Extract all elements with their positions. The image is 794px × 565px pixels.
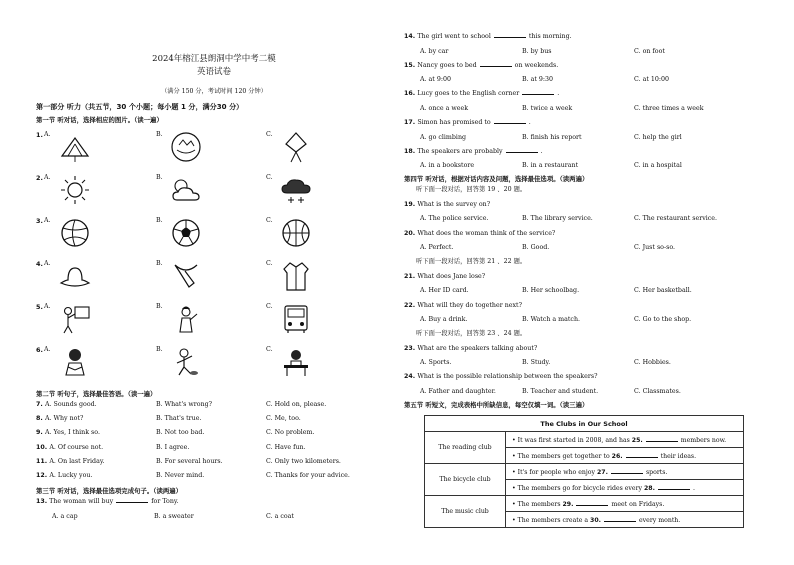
picture-questions (36, 128, 392, 386)
line-text-end: their ideas. (660, 453, 697, 461)
question-number: 9. (36, 429, 45, 437)
option-c[interactable]: C. Thanks for your advice. (266, 471, 350, 479)
question-number: 6. (36, 346, 43, 354)
option-a[interactable]: 9. A. Yes, I think so. (36, 429, 100, 437)
picture-question-5 (36, 300, 392, 343)
line-text: The members create a (517, 517, 591, 525)
coat-icon[interactable] (279, 259, 313, 293)
option-c[interactable]: C. three times a week (634, 104, 704, 112)
option-letter[interactable]: B. (156, 131, 163, 138)
line-text-end: members now. (680, 437, 727, 445)
question-text: What does the woman think of the service? (417, 229, 556, 237)
left-column (36, 54, 392, 524)
option-a[interactable]: A. once a week (420, 104, 469, 112)
question-number: 2. (36, 174, 43, 182)
soccer-ball-icon[interactable] (169, 216, 203, 250)
option-b[interactable]: B. Her schoolbag. (522, 287, 580, 295)
option-a[interactable]: A. go climbing (420, 133, 467, 141)
option-a[interactable]: A. by car (420, 47, 449, 55)
question-number: 3. (36, 217, 43, 225)
answer-blank[interactable] (494, 31, 526, 38)
option-b[interactable]: B. For several hours. (156, 457, 223, 465)
exam-note: （满分 150 分，考试时间 120 分钟） (161, 88, 267, 95)
boat-plate-icon[interactable] (169, 130, 203, 164)
question-number: 4. (36, 260, 43, 268)
question-number: 14. (404, 33, 418, 40)
option-letter[interactable]: C. (266, 346, 273, 353)
clubs-table (424, 415, 744, 528)
answer-blank[interactable] (506, 146, 538, 153)
part1-heading: 第一部分 听力（共五节，30 个小题；每小题 1 分，满分30 分） (36, 102, 244, 111)
picture-question-6 (36, 343, 392, 386)
fan-icon[interactable] (58, 130, 92, 164)
question-text: What are the speakers talking about? (417, 344, 538, 352)
table-line (506, 448, 744, 464)
option-b[interactable]: B. The library service. (522, 215, 593, 223)
bullet-icon: • (512, 469, 518, 477)
club-name: The reading club (425, 432, 506, 464)
option-letter[interactable]: A. (44, 174, 51, 181)
bullet-icon: • (512, 485, 518, 493)
question-17 (404, 116, 758, 131)
options-row (404, 385, 758, 399)
question-text-end: on weekends. (514, 61, 559, 69)
option-c[interactable]: C. No problem. (266, 429, 315, 437)
blank-number: 28. (644, 485, 655, 493)
question-number: 23. (404, 344, 418, 352)
line-text: The members (517, 501, 563, 509)
option-c[interactable]: C. Only two kilometers. (266, 457, 341, 465)
question-number: 8. (36, 415, 45, 423)
option-letter[interactable]: A. (44, 131, 51, 138)
answer-blank[interactable] (480, 60, 512, 67)
option-c[interactable]: C. Have fun. (266, 443, 306, 451)
option-letter[interactable]: B. (156, 260, 163, 267)
blank-number: 29. (562, 501, 574, 509)
option-c[interactable]: C. Classmates. (634, 387, 681, 395)
answer-blank[interactable] (626, 451, 658, 458)
answer-blank[interactable] (658, 483, 690, 490)
question-text: The girl went to school (417, 33, 491, 40)
option-a[interactable]: A. Perfect. (420, 244, 454, 252)
option-c[interactable]: C. Hold on, please. (266, 401, 327, 408)
picture-question-1 (36, 128, 392, 171)
answer-blank[interactable] (494, 117, 526, 124)
option-letter[interactable]: B. (156, 346, 163, 353)
bullet-icon: • (512, 517, 518, 525)
option-a[interactable]: 12. A. Lucky you. (36, 471, 93, 479)
question-number: 15. (404, 61, 418, 69)
option-letter[interactable]: C. (266, 303, 273, 310)
option-letter[interactable]: C. (266, 260, 273, 267)
club-name: The bicycle club (425, 464, 506, 496)
option-b[interactable]: B. a sweater (154, 512, 194, 520)
question-14 (404, 30, 758, 45)
option-b[interactable]: B. That's true. (156, 415, 202, 423)
option-c[interactable]: C. Just so-so. (634, 244, 676, 252)
exam-subtitle: 英语试卷 (196, 67, 231, 77)
table-line (506, 496, 744, 512)
options-row (404, 284, 758, 298)
basketball-icon[interactable] (279, 216, 313, 250)
dialogue-intro: 听下面一段对话，回答第 21 、22 题。 (416, 258, 527, 266)
table-line (506, 432, 744, 448)
line-text-end: every month. (639, 517, 681, 525)
question-text: Nancy goes to bed (417, 61, 477, 69)
question-13 (36, 495, 392, 510)
section4-heading: 第四节 听对话，根据对话内容及问题，选择最佳选项。（读两遍） (404, 175, 589, 184)
option-letter[interactable]: B. (156, 217, 163, 224)
question-number: 13. (36, 498, 48, 506)
question-24 (404, 370, 758, 385)
question-number: 10. (36, 443, 50, 451)
option-c[interactable]: C. in a hospital (634, 162, 682, 170)
question-row (36, 398, 392, 412)
section2-heading: 第二节 听句子，选择最佳答语。（读一遍） (36, 390, 157, 398)
question-number: 16. (404, 90, 418, 98)
question-number: 7. (36, 401, 45, 408)
sun-icon[interactable] (58, 173, 92, 207)
line-text: It was first started in 2008, and has (517, 437, 632, 445)
option-b[interactable]: B. Watch a match. (522, 316, 581, 323)
question-text-end: . (557, 90, 560, 98)
question-15 (404, 59, 758, 74)
question-number: 11. (36, 457, 50, 465)
snow-cloud-icon[interactable] (279, 173, 313, 207)
table-line (506, 464, 744, 480)
question-number: 12. (36, 471, 50, 479)
question-number: 21. (404, 272, 418, 280)
option-b[interactable]: B. What's wrong? (156, 401, 213, 408)
options-row (404, 102, 758, 116)
line-text-end: . (692, 485, 695, 493)
option-c[interactable]: C. Go to the shop. (634, 316, 692, 323)
section3-questions (404, 30, 758, 173)
question-number: 1. (36, 131, 43, 139)
dialogue-intro: 听下面一段对话，回答第 19 、20 题。 (416, 186, 527, 194)
option-a[interactable]: A. at 9:00 (420, 76, 451, 84)
option-b[interactable]: B. Never mind. (156, 471, 205, 479)
question-text: What does Jane lose? (417, 272, 486, 280)
blank-number: 25. (631, 437, 643, 445)
options-row (404, 45, 758, 59)
question-row (36, 455, 392, 469)
hat-icon[interactable] (58, 259, 92, 293)
scarf-icon[interactable] (169, 259, 203, 293)
section2-questions (36, 398, 392, 483)
option-c[interactable]: C. help the girl (634, 133, 682, 141)
option-c[interactable]: C. Me, too. (266, 415, 301, 423)
right-column (404, 30, 758, 528)
option-a[interactable]: A. The police service. (420, 215, 489, 223)
question-row (36, 441, 392, 455)
section3-heading: 第三节 听对话，选择最佳选项完成句子。（读两遍） (36, 487, 183, 496)
option-a[interactable]: 7. A. Sounds good. (36, 401, 97, 408)
dialogue-intro: 听下面一段对话，回答第 23 、24 题。 (416, 330, 527, 338)
option-a[interactable]: A. Father and daughter. (420, 387, 496, 395)
question-number: 18. (404, 147, 418, 155)
girl-reading-icon[interactable] (58, 345, 92, 379)
option-b[interactable]: B. twice a week (522, 104, 573, 112)
question-row (36, 412, 392, 426)
options-row (36, 510, 392, 524)
option-a[interactable]: A. Her ID card. (420, 287, 469, 295)
line-text-end: meet on Fridays. (611, 501, 665, 509)
option-b[interactable]: B. at 9:30 (522, 76, 554, 84)
blank-number: 26. (611, 453, 623, 461)
option-c[interactable]: C. Her basketball. (634, 287, 692, 295)
question-text: The speakers are probably (417, 147, 503, 155)
question-row (36, 469, 392, 483)
line-text: The members get together to (517, 453, 612, 461)
option-b[interactable]: B. Not too bad. (156, 429, 205, 437)
question-23 (404, 342, 758, 357)
option-a[interactable]: A. Buy a drink. (420, 316, 468, 323)
option-c[interactable]: C. on foot (634, 47, 665, 55)
question-text-end: for Tony. (151, 498, 179, 506)
question-text: What is the possible relationship between the speakers? (417, 373, 598, 381)
answer-blank[interactable] (522, 88, 554, 95)
question-text: The woman will buy (49, 498, 114, 506)
option-letter[interactable]: A. (44, 217, 51, 224)
option-a[interactable]: 10. A. Of course not. (36, 443, 104, 451)
options-row (404, 241, 758, 255)
question-16 (404, 87, 758, 102)
option-letter[interactable]: A. (44, 346, 51, 353)
option-c[interactable]: C. The restaurant service. (634, 215, 718, 223)
question-number: 17. (404, 119, 418, 127)
blank-number: 27. (596, 469, 608, 477)
option-b[interactable]: B. by bus (522, 47, 552, 55)
option-b[interactable]: B. Good. (522, 244, 550, 252)
question-22 (404, 299, 758, 314)
table-line (506, 480, 744, 496)
line-text-end: sports. (645, 469, 668, 477)
question-text-end: . (528, 119, 531, 127)
question-text: What is the survey on? (417, 200, 491, 208)
answer-blank[interactable] (611, 467, 643, 474)
question-21 (404, 270, 758, 285)
option-b[interactable]: B. I agree. (156, 443, 190, 451)
options-row (404, 356, 758, 370)
option-a[interactable]: 11. A. On last Friday. (36, 457, 105, 465)
options-row (404, 73, 758, 87)
options-row (404, 159, 758, 173)
answer-blank[interactable] (576, 499, 608, 506)
blank-number: 30. (590, 517, 601, 525)
option-b[interactable]: B. finish his report (522, 133, 582, 141)
option-b[interactable]: B. Study. (522, 359, 551, 367)
question-19 (404, 198, 758, 213)
option-letter[interactable]: C. (266, 131, 273, 138)
option-a[interactable]: A. a cap (52, 512, 78, 520)
option-letter[interactable]: C. (266, 217, 273, 224)
question-18 (404, 145, 758, 160)
option-b[interactable]: B. in a restaurant (522, 162, 579, 170)
options-row (404, 131, 758, 145)
answer-blank[interactable] (604, 515, 636, 522)
cloud-sun-icon[interactable] (169, 173, 203, 207)
section4-questions (404, 183, 758, 399)
question-number: 5. (36, 303, 43, 311)
question-number: 19. (404, 200, 418, 208)
line-text: It's for people who enjoy (517, 469, 597, 477)
option-letter[interactable]: B. (156, 303, 163, 310)
table-title: The Clubs in Our School (425, 416, 744, 432)
option-c[interactable]: C. Hobbies. (634, 359, 671, 367)
club-name: The music club (425, 496, 506, 528)
student-desk-icon[interactable] (279, 345, 313, 379)
line-text: The members go for bicycle rides every (517, 485, 644, 493)
question-number: 20. (404, 229, 418, 237)
option-c[interactable]: C. a coat (266, 512, 294, 520)
picture-question-2 (36, 171, 392, 214)
option-letter[interactable]: A. (44, 260, 51, 267)
question-text-end: this morning. (528, 33, 572, 40)
picture-question-4 (36, 257, 392, 300)
option-c[interactable]: C. at 10:00 (634, 76, 670, 84)
bus-icon[interactable] (279, 302, 313, 336)
option-letter[interactable]: A. (44, 303, 51, 310)
question-text: Lucy goes to the English corner (417, 90, 520, 98)
question-text-end: . (540, 147, 543, 155)
options-row (404, 212, 758, 226)
section5-heading: 第五节 听短文，完成表格中所缺信息，每空仅填一词。（读三遍） (404, 401, 589, 410)
answer-blank[interactable] (646, 435, 678, 442)
exam-title: 2024年榕江县朗洞中学中考二模 (152, 54, 276, 64)
option-a[interactable]: A. in a bookstore (420, 162, 475, 170)
option-a[interactable]: 8. A. Why not? (36, 415, 84, 423)
picture-question-3 (36, 214, 392, 257)
bullet-icon: • (512, 501, 518, 509)
question-number: 24. (404, 373, 418, 381)
volleyball-icon[interactable] (58, 216, 92, 250)
boy-dancing-icon[interactable] (169, 345, 203, 379)
chef-icon[interactable] (169, 302, 203, 336)
kite-icon[interactable] (279, 130, 313, 164)
question-text: What will they do together next? (417, 301, 522, 309)
question-row (36, 426, 392, 440)
question-20 (404, 227, 758, 242)
question-text: Simon has promised to (417, 119, 491, 127)
option-a[interactable]: A. Sports. (420, 359, 452, 367)
teacher-icon[interactable] (58, 302, 92, 336)
option-letter[interactable]: C. (266, 174, 273, 181)
options-row (404, 313, 758, 327)
bullet-icon: • (512, 437, 518, 445)
section1-heading: 第一节 听对话，选择相应的图片。（读一遍） (36, 116, 163, 124)
table-line (506, 512, 744, 528)
option-b[interactable]: B. Teacher and student. (522, 387, 599, 395)
question-number: 22. (404, 301, 418, 309)
option-letter[interactable]: B. (156, 174, 163, 181)
bullet-icon: • (512, 453, 518, 461)
answer-blank[interactable] (116, 496, 148, 503)
